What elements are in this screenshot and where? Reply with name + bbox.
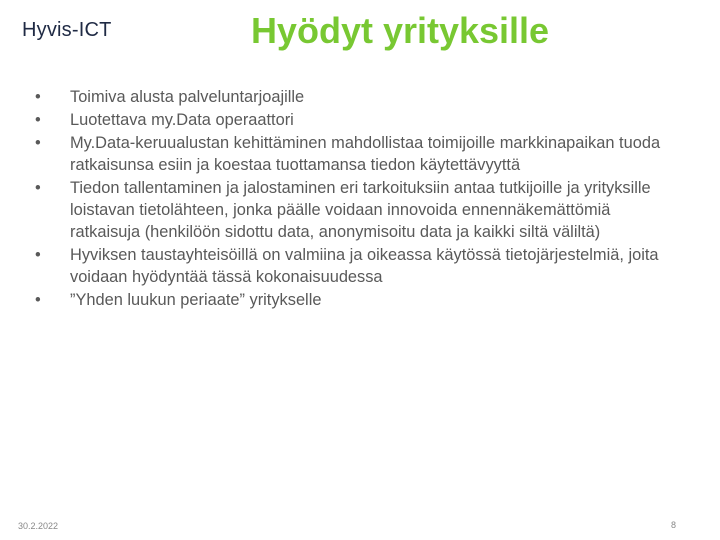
bullet-text: My.Data-keruualustan kehittäminen mahdollistaa toimijoille markkinapaikan tuoda ratkaisunsa esiin ja koestaa tuottamansa tiedon käytettävyyttä: [70, 134, 661, 174]
bullet-item: [20, 86, 670, 108]
logo-text: Hyvis-ICT: [22, 19, 112, 41]
bullet-item: [20, 289, 670, 311]
page-number: 8: [670, 520, 676, 530]
bullet-item: [20, 244, 670, 288]
slide-title: Hyödyt yrityksille: [250, 10, 550, 51]
bullet-item: [20, 132, 670, 176]
footer-date: 30.2.2022: [18, 521, 59, 531]
bullet-icon: •: [35, 111, 41, 129]
bullet-text: Luotettava my.Data operaattori: [70, 111, 294, 129]
bullet-list: [20, 86, 670, 312]
bullet-icon: •: [35, 134, 41, 152]
bullet-text: ”Yhden luukun periaate” yritykselle: [70, 291, 322, 309]
bullet-item: [20, 109, 670, 131]
bullet-text: Toimiva alusta palveluntarjoajille: [70, 88, 305, 106]
bullet-icon: •: [35, 246, 41, 264]
bullet-item: [20, 177, 670, 243]
bullet-icon: •: [35, 179, 41, 197]
bullet-icon: •: [35, 291, 41, 309]
bullet-icon: •: [35, 88, 41, 106]
bullet-text: Hyviksen taustayhteisöillä on valmiina ja oikeassa käytössä tietojärjestelmiä, joita voidaan hyödyntää tässä kokonaisuudessa: [70, 246, 659, 286]
bullet-text: Tiedon tallentaminen ja jalostaminen eri tarkoituksiin antaa tutkijoille ja yrityksille loistavan tietolähteen, jonka päälle voidaan innovoida ennennäkemättömiä ratkaisuja (henkilöön sidottu data, anonymisoitu data ja kaikki siltä väliltä): [70, 179, 651, 241]
